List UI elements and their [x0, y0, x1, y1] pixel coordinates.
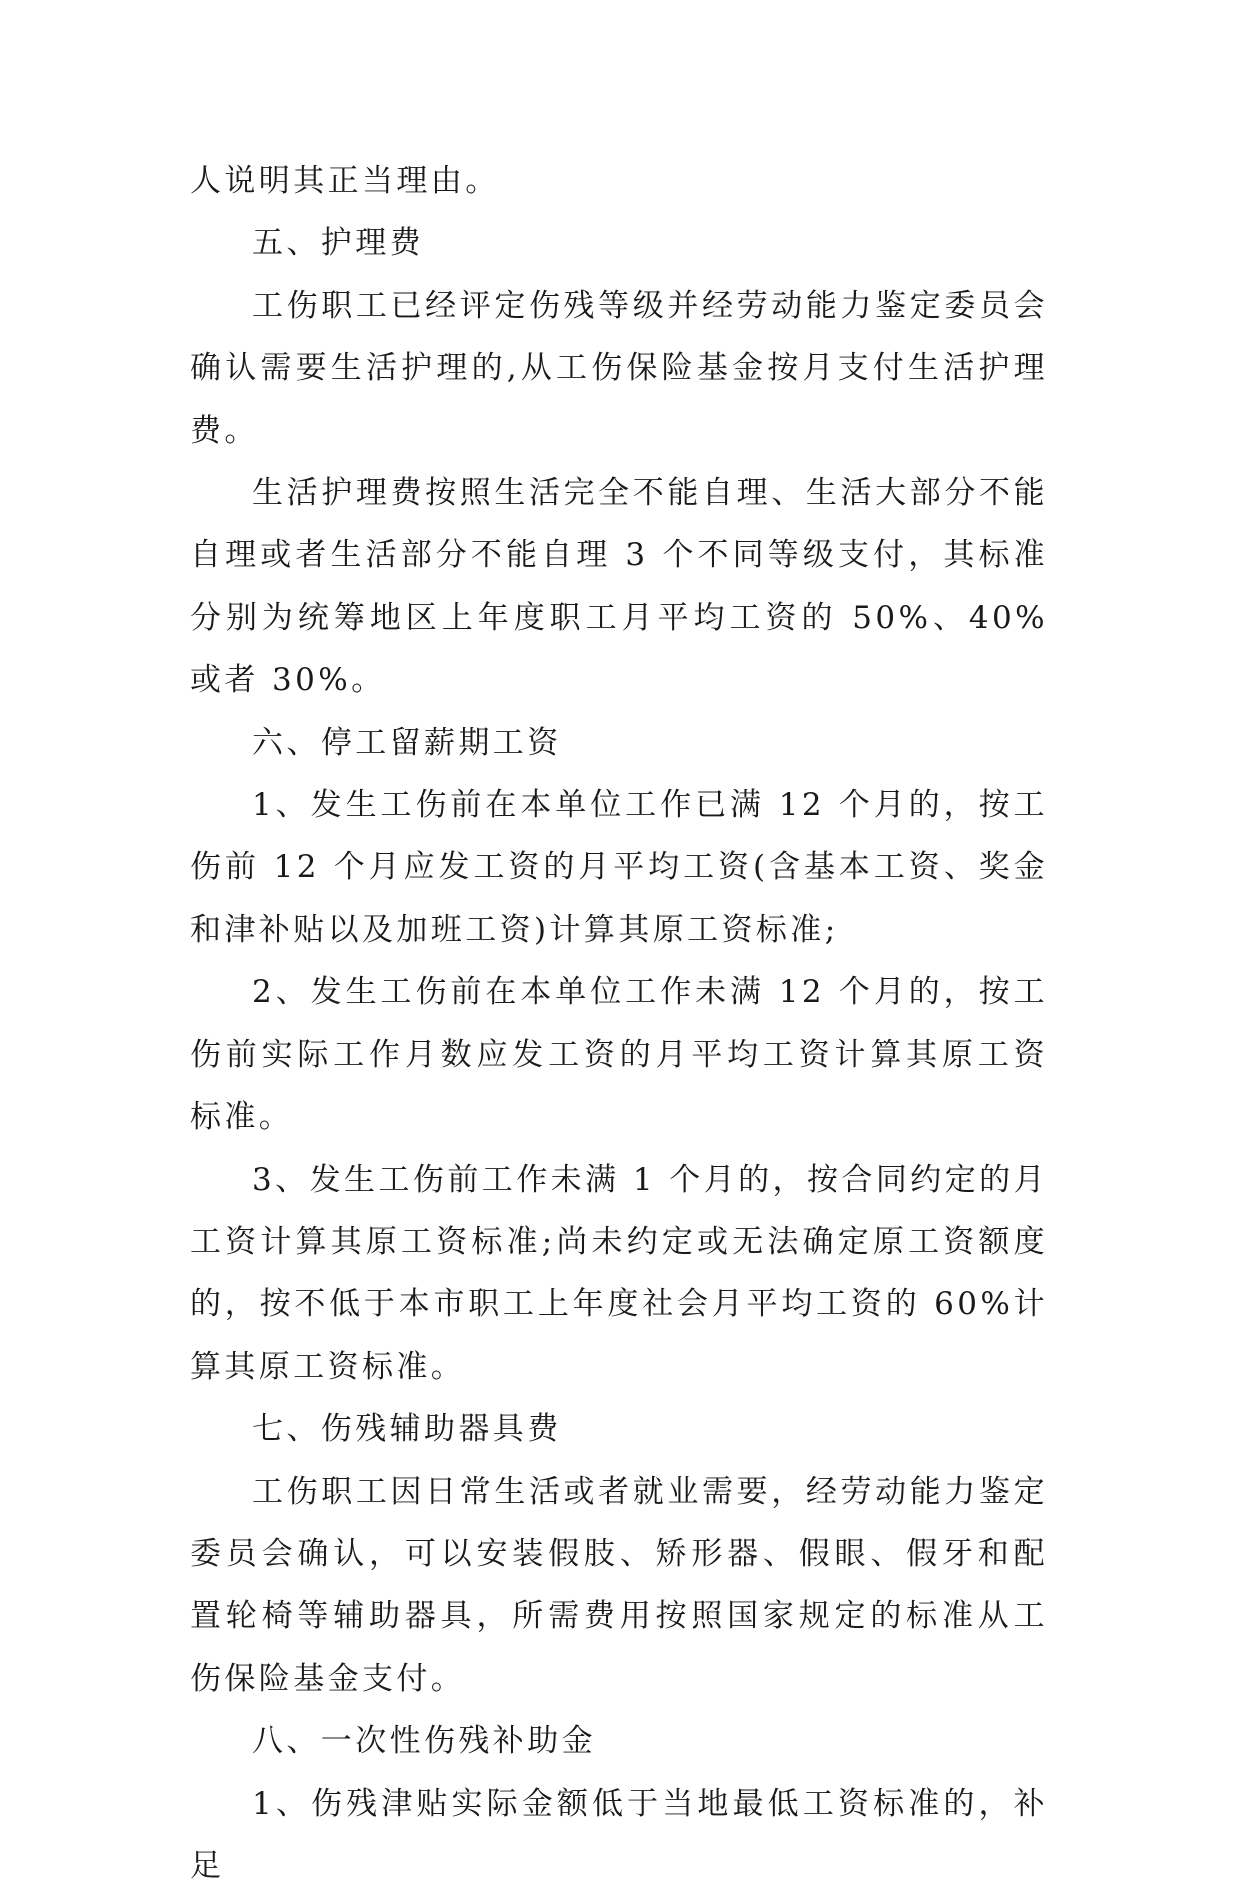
paragraph-assistive-devices: 工伤职工因日常生活或者就业需要，经劳动能力鉴定委员会确认，可以安装假肢、矫形器、假眼、假牙和配置轮椅等辅助器具，所需费用按照国家规定的标准从工伤保险基金支付。 [190, 1473, 1048, 1697]
section-heading-nursing-fee: 五、护理费 [252, 225, 424, 262]
paragraph-wages-item-3: 3、发生工伤前工作未满 1 个月的，按合同约定的月工资计算其原工资标准;尚未约定或无法确定原工资额度的，按不低于本市职工上年度社会月平均工资的 60%计算其原工资标准。 [190, 1161, 1048, 1385]
paragraph-wages-item-1: 1、发生工伤前在本单位工作已满 12 个月的，按工伤前 12 个月应发工资的月平均工资(含基本工资、奖金和津补贴以及加班工资)计算其原工资标准; [190, 787, 1048, 948]
paragraph-nursing-fee-payment: 工伤职工已经评定伤残等级并经劳动能力鉴定委员会确认需要生活护理的,从工伤保险基金按月支付生活护理费。 [190, 287, 1048, 449]
section-heading-disability-subsidy: 八、一次性伤残补助金 [252, 1723, 596, 1760]
paragraph-continuation: 人说明其正当理由。 [190, 163, 500, 199]
paragraph-wages-item-2: 2、发生工伤前在本单位工作未满 12 个月的，按工伤前实际工作月数应发工资的月平均工资计算其原工资标准。 [190, 974, 1048, 1136]
section-heading-suspension-wages: 六、停工留薪期工资 [252, 724, 562, 761]
section-heading-assistive-devices: 七、伤残辅助器具费 [252, 1411, 562, 1448]
paragraph-nursing-fee-standard: 生活护理费按照生活完全不能自理、生活大部分不能自理或者生活部分不能自理 3 个不同等级支付，其标准分别为统筹地区上年度职工月平均工资的 50%、40%或者 30%。 [190, 475, 1048, 699]
document-body [190, 150, 1048, 1897]
paragraph-disability-subsidy-item-1: 1、伤残津贴实际金额低于当地最低工资标准的，补足 [190, 1785, 1048, 1884]
